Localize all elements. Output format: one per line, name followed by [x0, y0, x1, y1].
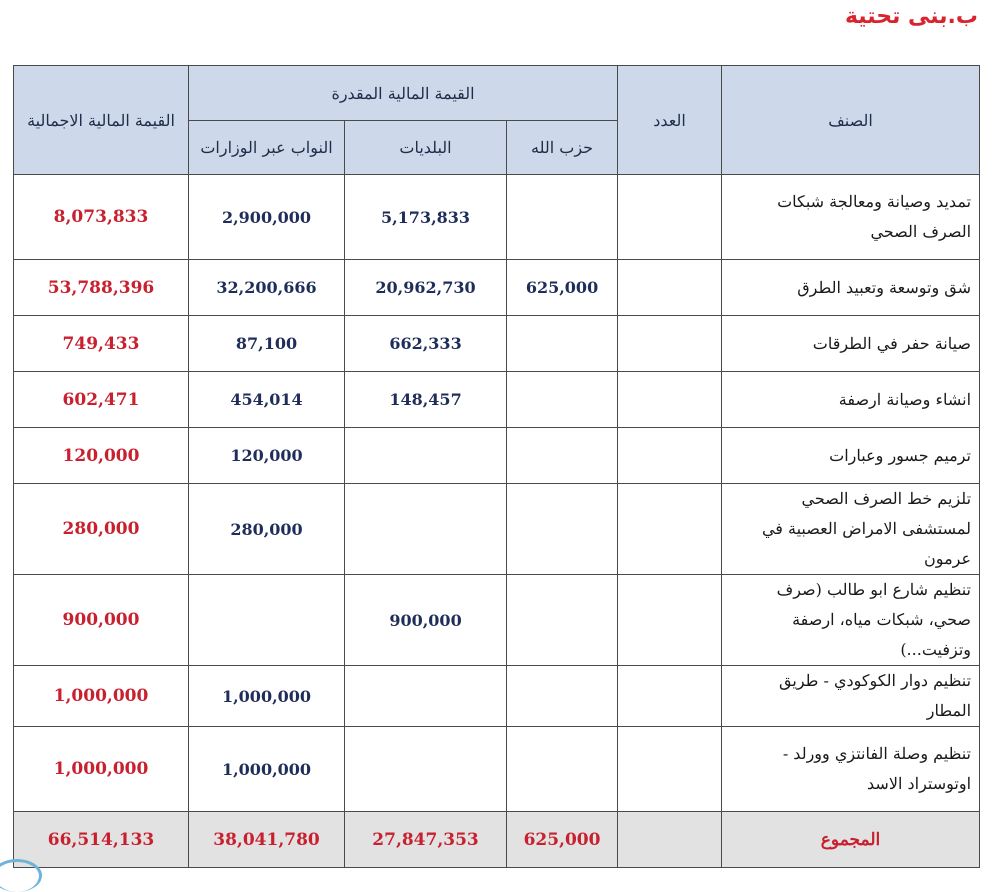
hezbollah-cell: 625,000 [507, 260, 618, 316]
mps-cell: 1,000,000 [189, 727, 345, 812]
hezbollah-cell [507, 484, 618, 575]
mps-cell: 280,000 [189, 484, 345, 575]
table-row [14, 727, 980, 812]
category-cell: صيانة حفر في الطرقات [722, 316, 980, 372]
municipalities-cell [345, 727, 507, 812]
category-cell: ترميم جسور وعبارات [722, 428, 980, 484]
infrastructure-table [13, 65, 980, 868]
header-hezbollah: حزب الله [507, 121, 618, 175]
totals-hezbollah-cell: 625,000 [507, 812, 618, 868]
header-estimated-value: القيمة المالية المقدرة [189, 66, 618, 121]
header-mps-ministries: النواب عبر الوزارات [189, 121, 345, 175]
category-cell: تنظيم وصلة الفانتزي وورلد - اوتوستراد الاسد [722, 727, 980, 812]
table-row [14, 372, 980, 428]
header-count: العدد [618, 66, 722, 175]
table-row [14, 666, 980, 727]
hezbollah-cell [507, 428, 618, 484]
count-cell [618, 428, 722, 484]
municipalities-cell: 900,000 [345, 575, 507, 666]
category-cell: تنظيم دوار الكوكودي - طريق المطار [722, 666, 980, 727]
municipalities-cell: 20,962,730 [345, 260, 507, 316]
table-row [14, 316, 980, 372]
category-cell: تنظيم شارع ابو طالب (صرف صحي، شبكات مياه، ارصفة وتزفيت...) [722, 575, 980, 666]
total-cell: 1,000,000 [14, 666, 189, 727]
total-cell: 749,433 [14, 316, 189, 372]
municipalities-cell: 5,173,833 [345, 175, 507, 260]
count-cell [618, 175, 722, 260]
section-title: ب.بنى تحتية [844, 4, 978, 29]
totals-municipalities-cell: 27,847,353 [345, 812, 507, 868]
hezbollah-cell [507, 666, 618, 727]
hezbollah-cell [507, 727, 618, 812]
totals-count-cell [618, 812, 722, 868]
municipalities-cell [345, 428, 507, 484]
mps-cell: 120,000 [189, 428, 345, 484]
hezbollah-cell [507, 372, 618, 428]
totals-grand-total-cell: 66,514,133 [14, 812, 189, 868]
hezbollah-cell [507, 575, 618, 666]
decorative-arc [0, 859, 42, 892]
total-cell: 280,000 [14, 484, 189, 575]
totals-mps-cell: 38,041,780 [189, 812, 345, 868]
table-row [14, 260, 980, 316]
category-cell: تلزيم خط الصرف الصحي لمستشفى الامراض العصبية في عرمون [722, 484, 980, 575]
count-cell [618, 575, 722, 666]
totals-row [14, 812, 980, 868]
mps-cell: 454,014 [189, 372, 345, 428]
table-row [14, 575, 980, 666]
count-cell [618, 372, 722, 428]
municipalities-cell [345, 666, 507, 727]
count-cell [618, 727, 722, 812]
count-cell [618, 484, 722, 575]
table-row [14, 484, 980, 575]
total-cell: 602,471 [14, 372, 189, 428]
header-total-value: القيمة المالية الاجمالية [14, 66, 189, 175]
header-category: الصنف [722, 66, 980, 175]
total-cell: 1,000,000 [14, 727, 189, 812]
category-cell: انشاء وصيانة ارصفة [722, 372, 980, 428]
municipalities-cell [345, 484, 507, 575]
category-cell: تمديد وصيانة ومعالجة شبكات الصرف الصحي [722, 175, 980, 260]
count-cell [618, 260, 722, 316]
mps-cell: 32,200,666 [189, 260, 345, 316]
header-municipalities: البلديات [345, 121, 507, 175]
mps-cell: 87,100 [189, 316, 345, 372]
count-cell [618, 316, 722, 372]
table-row [14, 175, 980, 260]
category-cell: شق وتوسعة وتعبيد الطرق [722, 260, 980, 316]
total-cell: 120,000 [14, 428, 189, 484]
total-cell: 8,073,833 [14, 175, 189, 260]
total-cell: 53,788,396 [14, 260, 189, 316]
total-cell: 900,000 [14, 575, 189, 666]
municipalities-cell: 662,333 [345, 316, 507, 372]
municipalities-cell: 148,457 [345, 372, 507, 428]
mps-cell: 1,000,000 [189, 666, 345, 727]
hezbollah-cell [507, 316, 618, 372]
count-cell [618, 666, 722, 727]
mps-cell [189, 575, 345, 666]
mps-cell: 2,900,000 [189, 175, 345, 260]
table-row [14, 428, 980, 484]
hezbollah-cell [507, 175, 618, 260]
totals-label: المجموع [722, 812, 980, 868]
